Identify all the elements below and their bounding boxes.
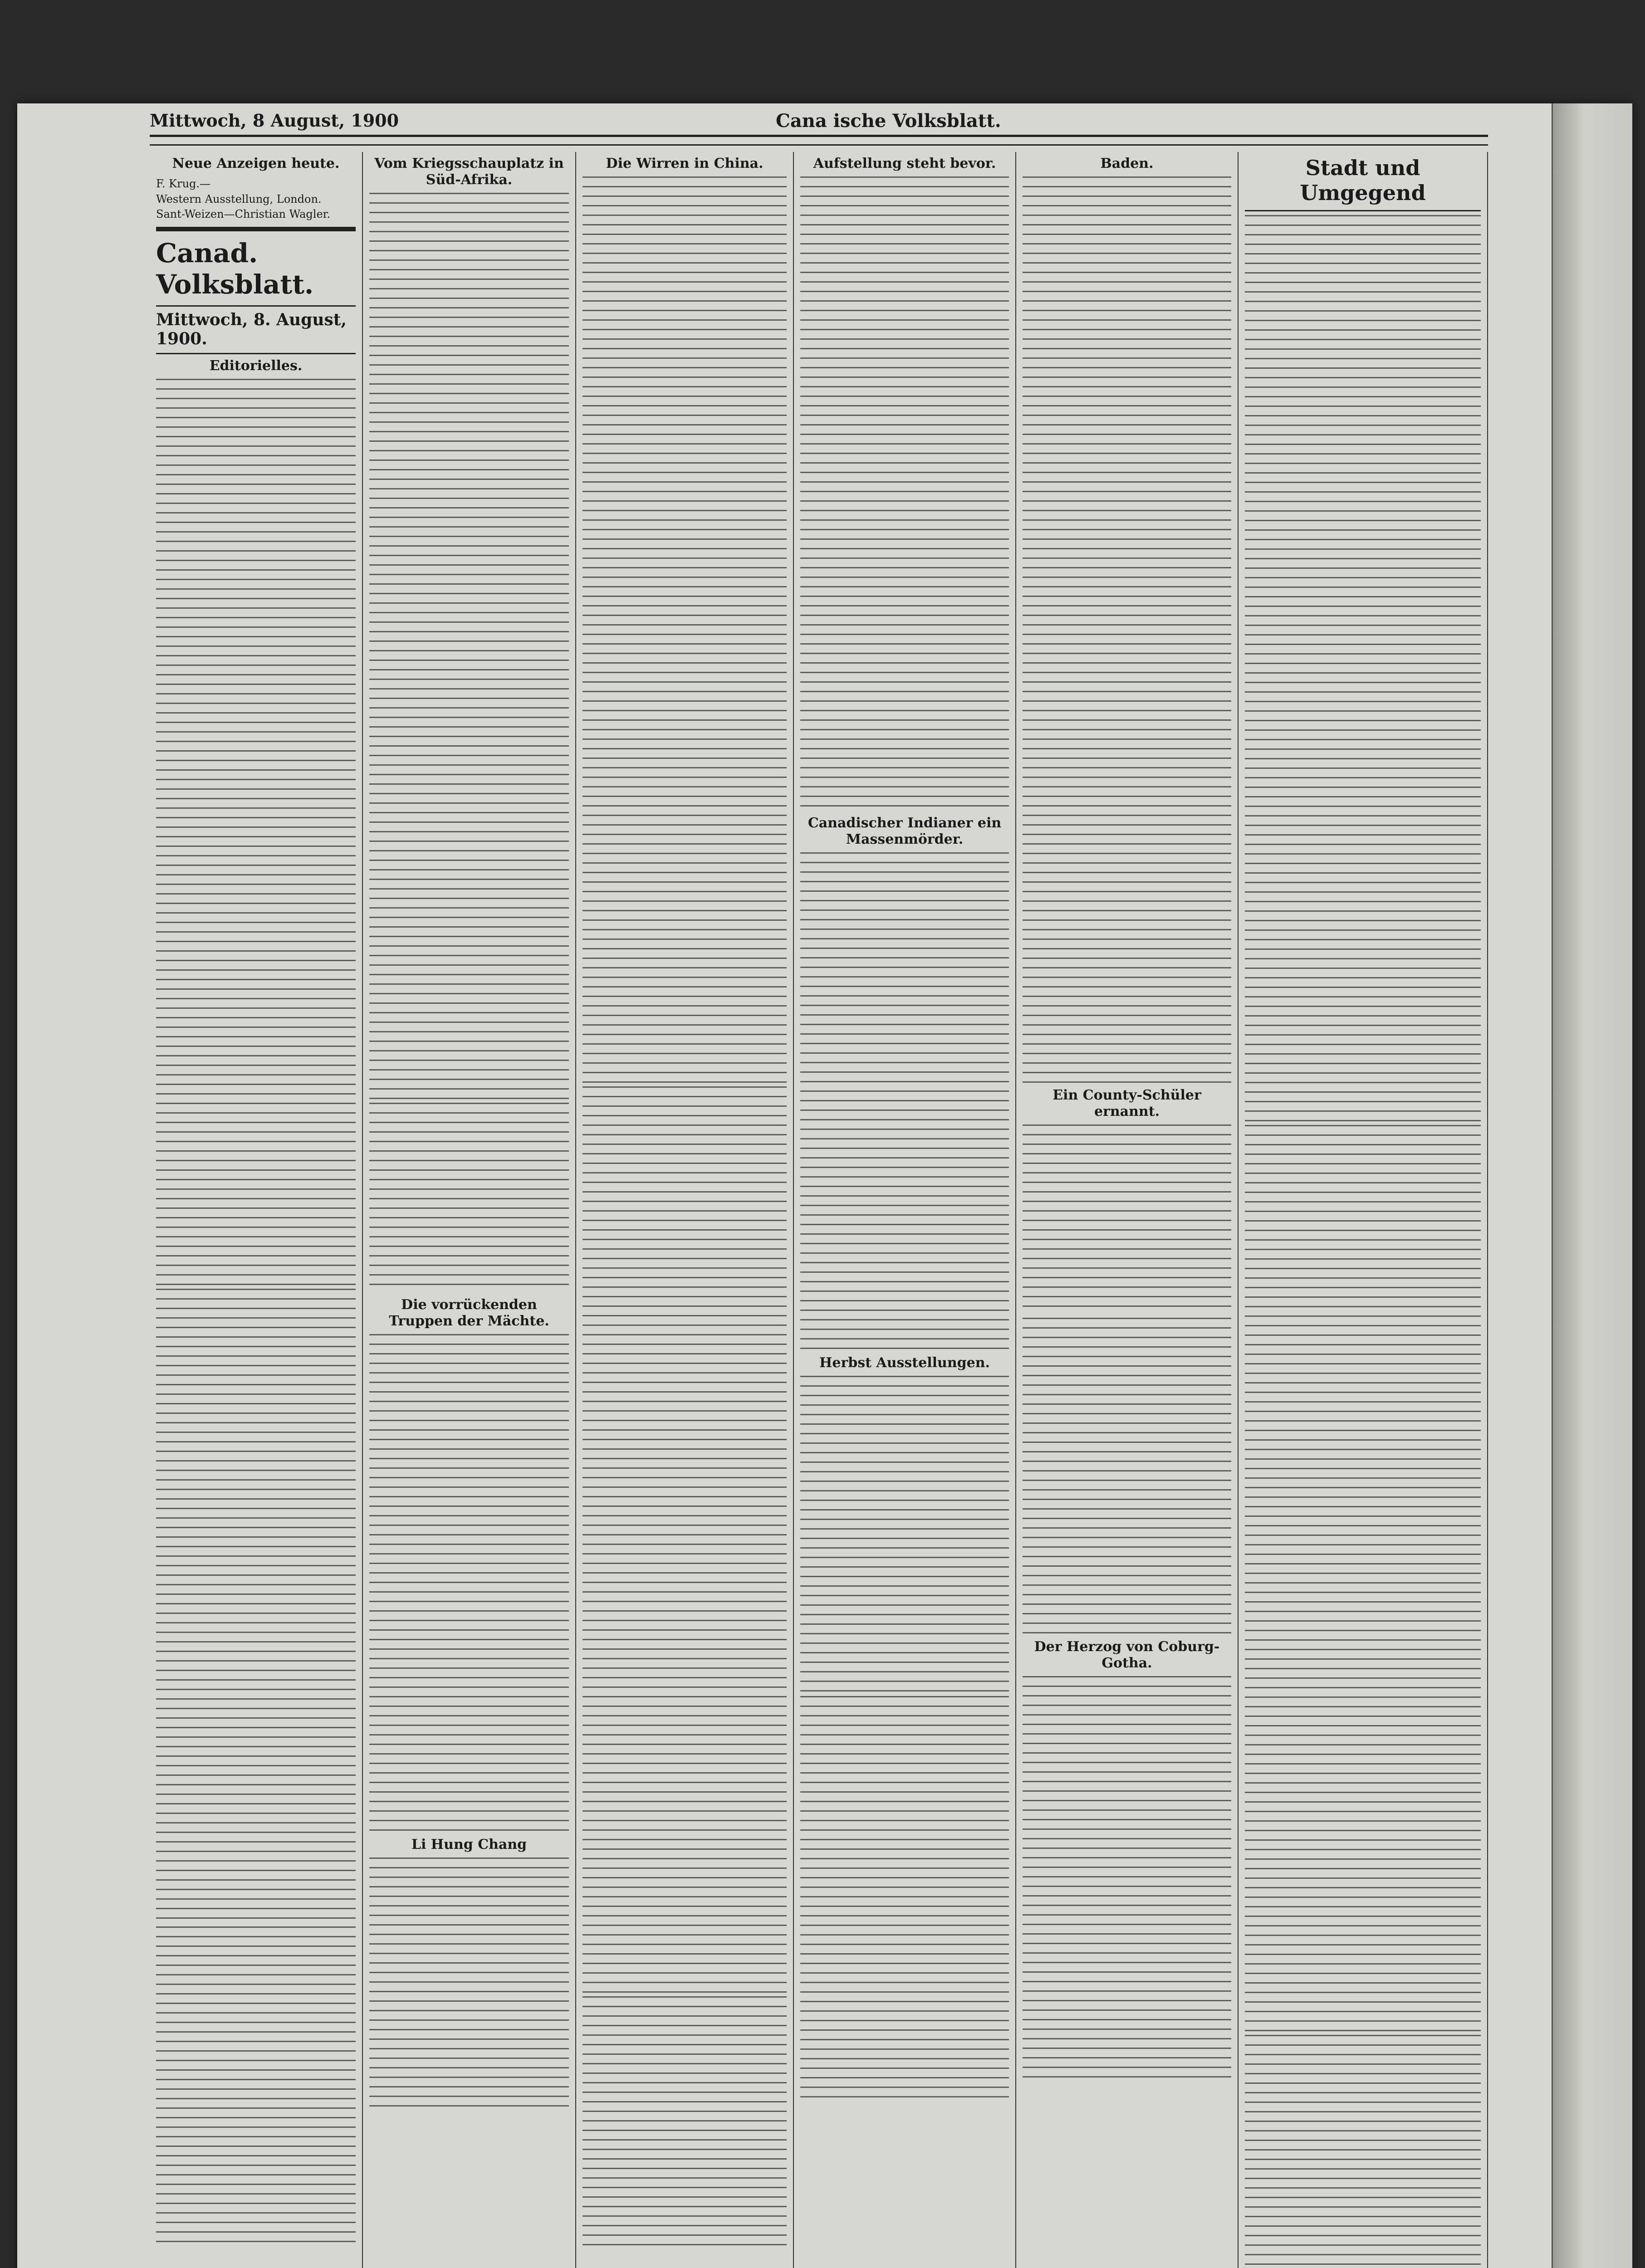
unreadable-text bbox=[1023, 1318, 1231, 1635]
unreadable-text bbox=[369, 193, 569, 1100]
unreadable-text bbox=[583, 1996, 787, 2250]
notice-line: F. Krug.— bbox=[156, 177, 211, 190]
unreadable-text bbox=[156, 379, 356, 1286]
article-heading: Vom Kriegsschauplatz in Süd-Afrika. bbox=[374, 156, 564, 188]
article-heading: Stadt und Umgegend bbox=[1300, 156, 1426, 205]
article-heading: Baden. bbox=[1100, 156, 1154, 171]
column-1 bbox=[150, 152, 363, 2268]
article-heading: Die vorrückenden Truppen der Mächte. bbox=[389, 1297, 549, 1329]
page-header bbox=[150, 107, 1488, 137]
unreadable-text bbox=[1023, 1676, 1231, 2084]
unreadable-text bbox=[800, 176, 1009, 811]
article-heading: Herbst Ausstellungen. bbox=[819, 1355, 990, 1371]
unreadable-text bbox=[156, 1926, 356, 2244]
header-date: Mittwoch, 8 August, 1900 bbox=[150, 110, 399, 131]
unreadable-text bbox=[800, 1696, 1009, 2104]
unreadable-text bbox=[156, 1289, 356, 1924]
column-6 bbox=[1239, 152, 1488, 2268]
notice-line: Western Ausstellung, London. bbox=[156, 192, 322, 205]
column-5 bbox=[1016, 152, 1239, 2268]
header-rule bbox=[150, 144, 1488, 146]
article-heading: Der Herzog von Coburg-Gotha. bbox=[1034, 1639, 1220, 1671]
unreadable-text bbox=[369, 1857, 569, 2112]
article-heading: Aufstellung steht bevor. bbox=[813, 156, 996, 171]
divider bbox=[156, 227, 356, 231]
article-heading: Li Hung Chang bbox=[411, 1837, 527, 1853]
article-heading: Die Wirren in China. bbox=[606, 156, 764, 171]
scan-gutter bbox=[1552, 103, 1632, 2268]
masthead: Canad. Volksblatt. bbox=[156, 237, 314, 300]
article-heading: Ein County-Schüler ernannt. bbox=[1053, 1087, 1201, 1119]
divider bbox=[156, 305, 356, 307]
unreadable-text bbox=[1023, 1124, 1231, 1315]
masthead-date: Mittwoch, 8. August, 1900. bbox=[156, 310, 347, 348]
unreadable-text bbox=[1245, 1125, 1481, 2032]
column-2 bbox=[363, 152, 576, 2268]
unreadable-text bbox=[1245, 2035, 1481, 2268]
unreadable-text bbox=[1023, 176, 1231, 1084]
unreadable-text bbox=[1245, 215, 1481, 1122]
unreadable-text bbox=[583, 1086, 787, 1994]
article-heading: Canadischer Indianer ein Massenmörder. bbox=[808, 815, 1002, 847]
notice-title: Neue Anzeigen heute. bbox=[172, 156, 340, 171]
divider bbox=[1245, 210, 1481, 211]
unreadable-text bbox=[369, 1103, 569, 1293]
section-heading: Editorielles. bbox=[209, 357, 303, 374]
unreadable-text bbox=[800, 852, 1009, 1351]
column-3 bbox=[576, 152, 794, 2268]
unreadable-text bbox=[369, 1334, 569, 1833]
unreadable-text bbox=[583, 176, 787, 1084]
column-4 bbox=[794, 152, 1016, 2268]
notice-line: Sant-Weizen—Christian Wagler. bbox=[156, 208, 331, 221]
unreadable-text bbox=[800, 1376, 1009, 1693]
header-title: Cana ische Volksblatt. bbox=[776, 110, 1001, 132]
divider bbox=[156, 353, 356, 354]
